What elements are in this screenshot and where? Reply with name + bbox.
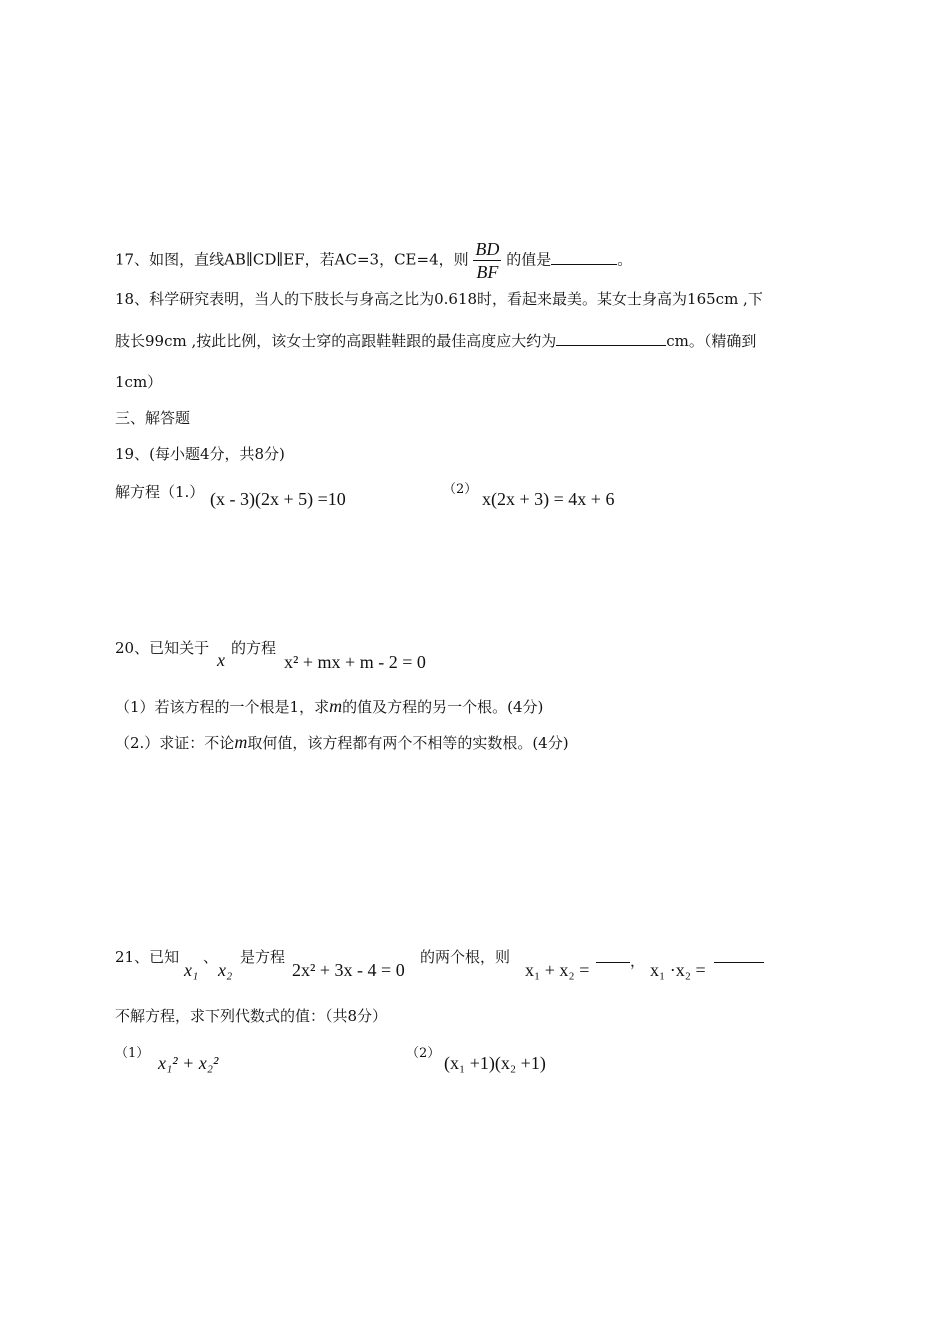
q20-part2-text-b: 取何值，该方程都有两个不相等的实数根。(4分) [247, 734, 569, 752]
q20-part2-text-a: （2.）求证：不论 [115, 734, 235, 752]
q21-text-b: 是方程 [240, 948, 286, 966]
q21-x2: x₂ [218, 960, 233, 980]
q20-part2 [115, 732, 569, 753]
section-title: 三、解答题 [115, 409, 191, 427]
q21-text-a: 21、已知 [115, 948, 180, 966]
q21-comma: ， [630, 952, 646, 970]
q21-sep: 、 [203, 948, 219, 966]
q19-header: 19、(每小题4分，共8分) [115, 445, 285, 463]
q21-text-c: 的两个根，则 [420, 948, 511, 966]
q21-prod-blank [714, 962, 764, 963]
q18-line2 [115, 331, 756, 351]
q21-x1: x₁ [184, 960, 199, 980]
q21-prod-expr: x₁ ·x₂ = [650, 960, 706, 980]
q21-p2-label: （2） [406, 1046, 441, 1061]
q21-p2-expr: (x₁ +1)(x₂ +1) [444, 1053, 546, 1073]
q21-line2: 不解方程，求下列代数式的值：（共8分） [115, 1007, 388, 1025]
q17-text-c: 。 [617, 250, 633, 269]
q18-text-a: 肢长99cm ,按此比例，该女士穿的高跟鞋鞋跟的最佳高度应大约为 [115, 332, 557, 350]
q20-part1 [115, 696, 543, 717]
q20-var-x: x [217, 650, 225, 670]
q19-equation-2: x(2x + 3) = 4x + 6 [482, 489, 615, 509]
q18-answer-blank [556, 331, 666, 346]
q17-answer-blank [551, 250, 617, 265]
q17-frac-den: BF [476, 262, 499, 282]
q19-label-2: （2） [443, 482, 478, 497]
q20-equation: x² + mx + m - 2 = 0 [284, 652, 426, 672]
q21-p1-label: （1） [115, 1046, 150, 1061]
q21-sum-expr: x₁ + x₂ = [525, 960, 590, 980]
q17-text-b: 的值是 [506, 250, 552, 269]
q18-text-b: cm。（精确到 [666, 332, 757, 350]
q20-part1-text-b: 的值及方程的另一个根。(4分) [342, 698, 544, 716]
q21-equation: 2x² + 3x - 4 = 0 [292, 960, 405, 980]
q21-p1-expr: x₁² + x₂² [158, 1053, 219, 1073]
q20-text-b: 的方程 [231, 639, 277, 657]
q17-text-a: 17、如图，直线AB∥CD∥EF，若AC=3，CE=4，则 [115, 250, 469, 269]
q17-fraction [473, 238, 501, 283]
q19-label: 解方程（1.） [115, 483, 205, 501]
q20-part1-var-m: m [329, 696, 343, 716]
q20-part1-text-a: （1）若该方程的一个根是1，求 [115, 698, 330, 716]
q21-sum-blank [596, 962, 630, 963]
q20-text-a: 20、已知关于 [115, 639, 210, 657]
q20-part2-var-m: m [234, 732, 248, 752]
q18-line3: 1cm） [115, 373, 163, 391]
q17-line [115, 238, 632, 283]
q18-line1: 18、科学研究表明，当人的下肢长与身高之比为0.618时，看起来最美。某女士身高为165cm ,下 [115, 290, 763, 308]
q17-frac-num: BD [475, 239, 500, 259]
q19-equation-1: (x - 3)(2x + 5) =10 [210, 489, 346, 509]
